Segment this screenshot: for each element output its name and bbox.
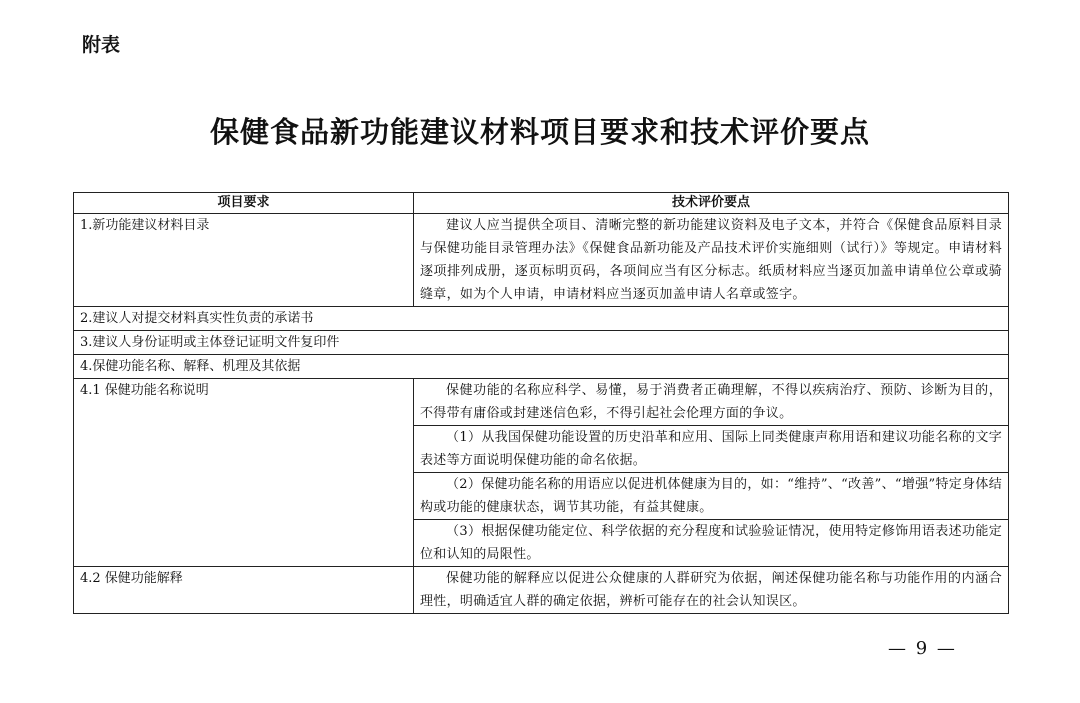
appendix-label: 附表	[82, 34, 121, 56]
row-criteria: （2）保健功能名称的用语应以促进机体健康为目的，如：“维持”、“改善”、“增强”特定身体结构或功能的健康状态，调节其功能，有益其健康。	[414, 473, 1009, 520]
document-title: 保健食品新功能建议材料项目要求和技术评价要点	[209, 115, 870, 149]
row-item: 1.新功能建议材料目录	[74, 214, 414, 307]
table-header-row	[74, 193, 1009, 214]
row-item: 2.建议人对提交材料真实性负责的承诺书	[74, 307, 1009, 331]
row-item: 4.保健功能名称、解释、机理及其依据	[74, 355, 1009, 379]
table-row	[74, 307, 1009, 331]
table-row	[74, 567, 1009, 614]
table-row	[74, 214, 1009, 307]
page-number: — 9 —	[888, 638, 957, 659]
row-item: 4.2 保健功能解释	[74, 567, 414, 614]
row-item: 3.建议人身份证明或主体登记证明文件复印件	[74, 331, 1009, 355]
row-criteria: （1）从我国保健功能设置的历史沿革和应用、国际上同类健康声称用语和建议功能名称的文字表述等方面说明保健功能的命名依据。	[414, 426, 1009, 473]
table-row	[74, 355, 1009, 379]
table-row	[74, 331, 1009, 355]
row-criteria: 保健功能的解释应以促进公众健康的人群研究为依据，阐述保健功能名称与功能作用的内涵合理性，明确适宜人群的确定依据，辨析可能存在的社会认知误区。	[414, 567, 1009, 614]
table-row	[74, 379, 1009, 426]
row-criteria: 建议人应当提供全项目、清晰完整的新功能建议资料及电子文本，并符合《保健食品原料目录与保健功能目录管理办法》《保健食品新功能及产品技术评价实施细则（试行）》等规定。申请材料逐项排列成册，逐页标明页码，各项间应当有区分标志。纸质材料应当逐页加盖申请单位公章或骑缝章，如为个人申请，申请材料应当逐页加盖申请人名章或签字。	[414, 214, 1009, 307]
requirements-table	[73, 192, 1009, 614]
row-item: 4.1 保健功能名称说明	[74, 379, 414, 567]
header-technical-points: 技术评价要点	[414, 193, 1009, 214]
row-criteria: （3）根据保健功能定位、科学依据的充分程度和试验验证情况，使用特定修饰用语表述功能定位和认知的局限性。	[414, 520, 1009, 567]
header-item-requirements: 项目要求	[74, 193, 414, 214]
row-criteria: 保健功能的名称应科学、易懂，易于消费者正确理解，不得以疾病治疗、预防、诊断为目的，不得带有庸俗或封建迷信色彩，不得引起社会伦理方面的争议。	[414, 379, 1009, 426]
